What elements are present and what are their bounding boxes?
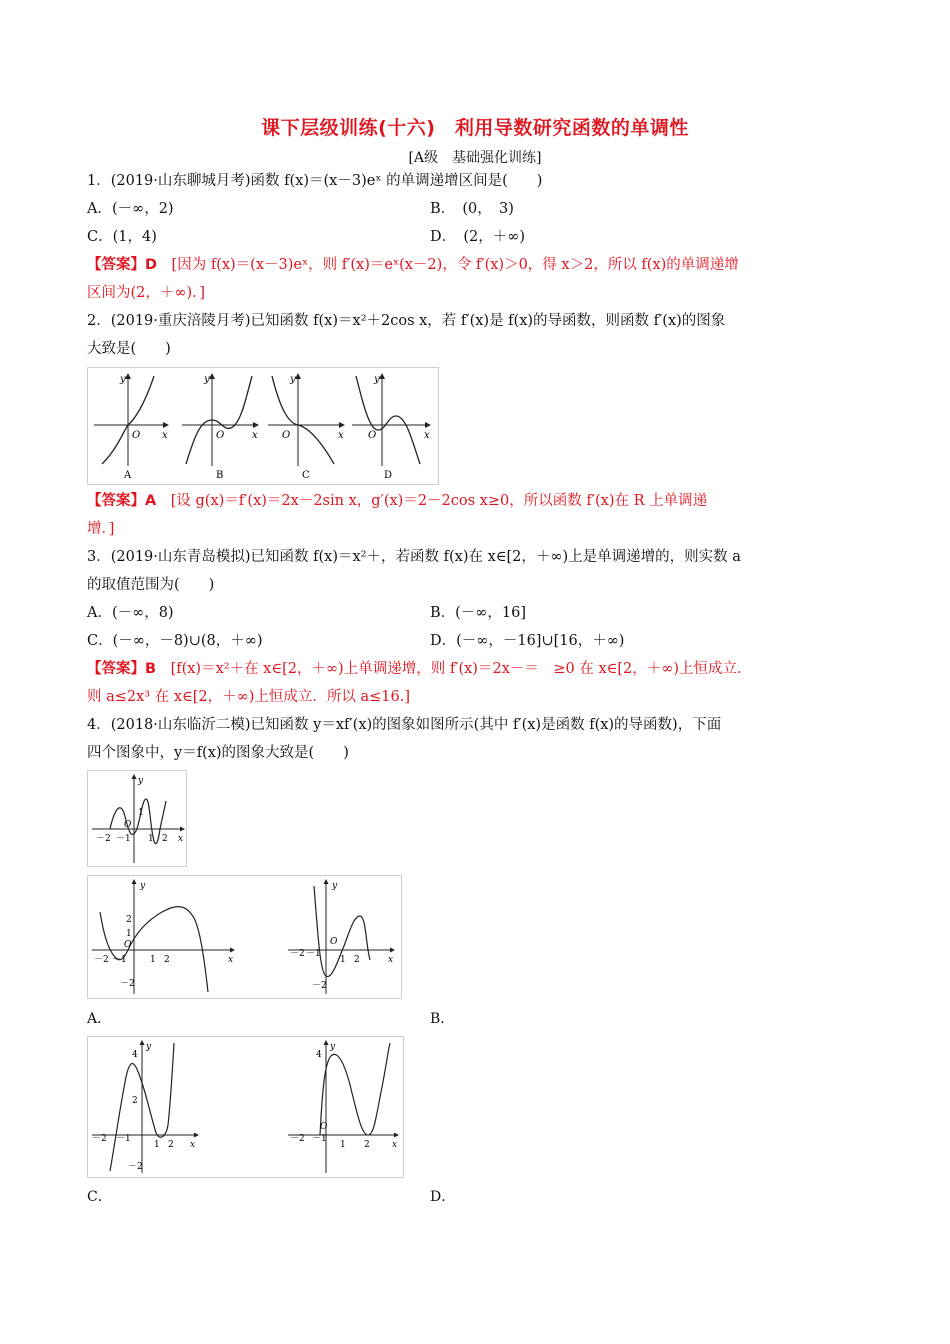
q3-answer [87, 659, 867, 679]
q2-c-x-label: x [338, 430, 344, 441]
q4-d-tick-p1: 1 [340, 1140, 346, 1150]
q2-stem-cont: 大致是( ) [87, 341, 171, 357]
q4-c-tick-yn2: －2 [128, 1162, 143, 1172]
page-title: 课下层级训练(十六) 利用导数研究函数的单调性 [261, 117, 689, 139]
q2-stem: 2．(2019·重庆涪陵月考)已知函数 f(x)＝x²＋2cos x，若 f′(x)是 f(x)的导函数，则函数 f′(x)的图象 [87, 313, 726, 329]
q2-d-x-label: x [424, 430, 430, 441]
q4-c-tick-n1: －1 [116, 1134, 131, 1144]
q4-c-tick-y2: 2 [132, 1096, 138, 1106]
q4-c-x-label: x [190, 1140, 196, 1150]
q4-a-tick-yn2: －2 [120, 979, 135, 989]
q4-stem: 4．(2018·山东临沂二模)已知函数 y＝xf′(x)的图象如图所示(其中 f′(x)是函数 f(x)的导函数)，下面 [87, 717, 722, 733]
q4-b-x-label: x [388, 955, 394, 965]
q4-a-tick-n1: －1 [112, 955, 127, 965]
q3-option-b: B．(－∞，16] [430, 605, 526, 621]
q1-answer-text: [因为 f(x)＝(x－3)eˣ，则 f′(x)＝eˣ(x－2)，令 f′(x)＞0，得 x＞2，所以 f(x)的单调递增 [171, 257, 739, 273]
q2-graph-a [94, 374, 168, 481]
q4-b-tick-yn2: －2 [312, 981, 327, 991]
q4-b-tick-n2: －2 [290, 949, 305, 959]
q2-label-b: B [216, 470, 224, 481]
q1-answer-tag: 【答案】D [87, 257, 158, 273]
q2-b-x-label: x [252, 430, 258, 441]
q4-given-tick-y1: 1 [138, 808, 144, 818]
q2-b-origin: O [216, 430, 225, 441]
q4-a-tick-p2: 2 [164, 955, 170, 965]
q2-graph-d [352, 374, 430, 481]
q3-stem-cont: 的取值范围为( ) [87, 577, 215, 593]
q4-a-tick-y2: 2 [126, 915, 132, 925]
q4-given-x-label: x [178, 834, 184, 844]
q4-given-y-label: y [138, 776, 144, 786]
q4-a-tick-y1: 1 [126, 929, 132, 939]
q4-a-x-label: x [228, 955, 234, 965]
q4-d-tick-n2: －2 [290, 1134, 305, 1144]
q4-a-origin: O [124, 940, 132, 950]
q4-d-tick-n1: －1 [312, 1134, 327, 1144]
q4-c-y-label: y [146, 1042, 152, 1052]
q3-answer-cont: 则 a≤2x³ 在 x∈[2，＋∞)上恒成立．所以 a≤16.] [87, 689, 410, 705]
q4-given-tick-p1: 1 [148, 834, 154, 844]
q3-answer-tag: 【答案】B [87, 661, 157, 677]
q2-figure [87, 367, 439, 485]
q1-option-d: D． (2，＋∞) [430, 229, 525, 245]
q4-a-y-label: y [140, 881, 146, 891]
q4-label-a: A． [87, 1011, 112, 1027]
q4-figure-ab [87, 875, 402, 999]
q2-graph-c [268, 374, 344, 481]
q2-answer [87, 491, 867, 511]
q4-graph-a [92, 880, 234, 994]
q1-option-c: C．(1，4) [87, 229, 157, 245]
q4-given-tick-n1: －1 [116, 834, 131, 844]
q4-d-origin: O [320, 1122, 328, 1132]
q4-given-tick-n2: －2 [96, 834, 111, 844]
q2-answer-tag: 【答案】A [87, 493, 157, 509]
q1-option-a: A．(－∞，2) [87, 201, 174, 217]
q1-option-b: B． (0， 3) [430, 201, 514, 217]
q3-option-c: C．(－∞，－8)∪(8，＋∞) [87, 633, 263, 649]
q4-given-origin: O [124, 820, 132, 830]
q4-stem-cont: 四个图象中，y＝f(x)的图象大致是( ) [87, 745, 349, 761]
q3-option-a: A．(－∞，8) [87, 605, 174, 621]
q2-label-c: C [302, 470, 310, 481]
q2-label-d: D [384, 470, 393, 481]
q1-answer [87, 255, 867, 275]
q3-option-d: D．(－∞，－16]∪[16，＋∞) [430, 633, 625, 649]
q4-label-d: D． [430, 1189, 456, 1205]
q4-d-x-label: x [392, 1140, 398, 1150]
q4-c-tick-p2: 2 [168, 1140, 174, 1150]
q4-label-c: C． [87, 1189, 112, 1205]
q4-given-tick-p2: 2 [162, 834, 168, 844]
q3-answer-text: [f(x)＝x²＋在 x∈[2，＋∞)上单调递增，则 f′(x)＝2x－＝ ≥0 在 x∈[2，＋∞)上恒成立. [170, 661, 742, 677]
q4-d-tick-y4: 4 [316, 1050, 322, 1060]
q4-b-y-label: y [332, 881, 338, 891]
q4-graph-d [288, 1041, 398, 1173]
q2-d-origin: O [368, 430, 377, 441]
q2-graph-b [182, 374, 258, 481]
q2-b-y-label: y [204, 374, 210, 385]
q4-c-tick-y4: 4 [132, 1050, 138, 1060]
q4-b-tick-p2: 2 [354, 955, 360, 965]
q4-figure-cd [87, 1036, 404, 1178]
q4-graph-c [92, 1041, 198, 1173]
q2-answer-text: [设 g(x)＝f′(x)＝2x－2sin x，g′(x)＝2－2cos x≥0，所以函数 f′(x)在 R 上单调递 [170, 493, 708, 509]
q2-c-origin: O [282, 430, 291, 441]
q4-b-origin: O [330, 937, 338, 947]
q4-a-tick-n2: －2 [94, 955, 109, 965]
q2-a-x-label: x [162, 430, 168, 441]
level-heading: [A级 基础强化训练] [408, 150, 542, 166]
q2-a-y-label: y [120, 374, 126, 385]
q4-d-tick-p2: 2 [364, 1140, 370, 1150]
q4-b-tick-n1: －1 [306, 949, 321, 959]
q4-a-tick-p1: 1 [150, 955, 156, 965]
q2-c-y-label: y [290, 374, 296, 385]
q2-a-origin: O [132, 430, 141, 441]
q4-d-y-label: y [330, 1042, 336, 1052]
q4-graph-b [288, 880, 394, 994]
q1-stem: 1．(2019·山东聊城月考)函数 f(x)＝(x－3)eˣ 的单调递增区间是( ) [87, 173, 543, 189]
q4-c-tick-n2: －2 [92, 1134, 107, 1144]
q4-given-figure [87, 770, 187, 867]
q3-stem: 3．(2019·山东青岛模拟)已知函数 f(x)＝x²＋，若函数 f(x)在 x∈[2，＋∞)上是单调递增的，则实数 a [87, 549, 741, 565]
q4-b-tick-p1: 1 [340, 955, 346, 965]
q2-answer-cont: 增．] [87, 521, 115, 537]
q2-d-y-label: y [374, 374, 380, 385]
q1-answer-cont: 区间为(2，＋∞)．] [87, 285, 206, 301]
q4-c-tick-p1: 1 [154, 1140, 160, 1150]
q2-label-a: A [124, 470, 132, 481]
q4-label-b: B． [430, 1011, 455, 1027]
